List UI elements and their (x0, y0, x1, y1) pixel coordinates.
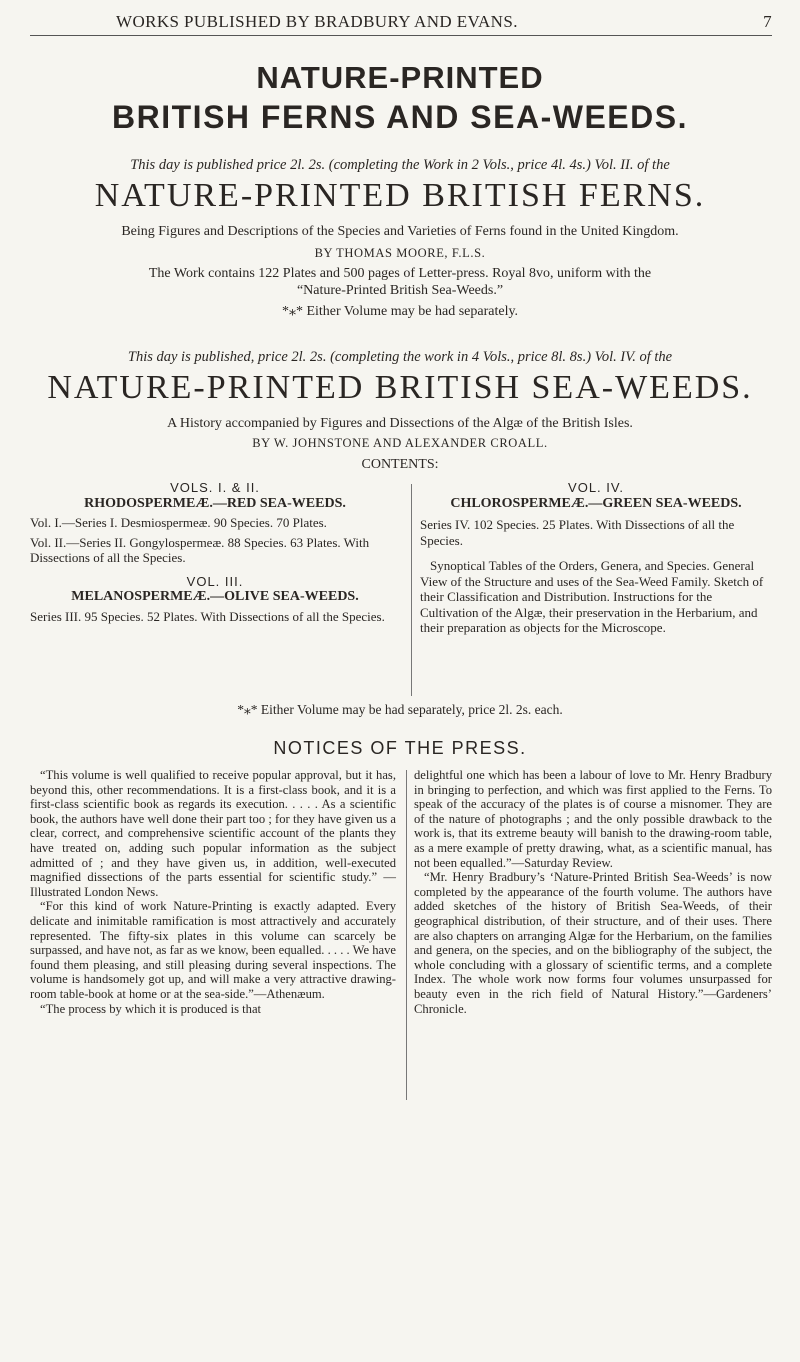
seaweeds-description: A History accompanied by Figures and Dissections of the Algæ of the British Isles. (167, 416, 633, 431)
seaweeds-announcement: This day is published, price 2l. 2s. (completing the work in 4 Vols., price 8l. 8s.) Vol. IV. of the (127, 349, 673, 365)
page-number: 7 (763, 12, 772, 31)
review-continued: “The process by which it is produced is that (40, 1001, 262, 1016)
main-title-line1: NATURE-PRINTED (256, 60, 544, 95)
header-title: WORKS PUBLISHED BY BRADBURY AND EVANS. (116, 12, 518, 31)
review-gardeners-chronicle: “Mr. Henry Bradbury’s ‘Nature-Printed British Sea-Weeds’ is now completed by the appearance of the fourth volume. The authors have added sketches of the history of British Sea-Weeds, of their geographical distribution, of their structure, and of their uses. There are also chapters on arranging Algæ for the Herbarium, on the families and genera, on the species, and on the bibliography of the subject, the whole concluding with a glossary of scientific terms, and a complete Index. The whole work now forms four volumes unsurpassed for beauty even in the rich field of Natural History.”—Gardeners’ Chronicle. (414, 870, 772, 1016)
melanospermeae-heading: MELANOSPERMEÆ.—OLIVE SEA-WEEDS. (71, 589, 359, 604)
seaweeds-title: NATURE-PRINTED BRITISH SEA-WEEDS. (47, 369, 753, 406)
ferns-announcement: This day is published price 2l. 2s. (completing the Work in 2 Vols., price 4l. 4s.) Vol. II. of the (130, 157, 670, 173)
series4-entry: Series IV. 102 Species. 25 Plates. With Dissections of all the Species. (420, 517, 735, 548)
vol1-entry: Vol. I.—Series I. Desmiospermeæ. 90 Species. 70 Plates. (30, 515, 327, 530)
ferns-details: The Work contains 122 Plates and 500 pages of Letter-press. Royal 8vo, uniform with the (148, 266, 652, 281)
vols-1-2-heading: VOLS. I. & II. (170, 480, 260, 495)
notices-heading: NOTICES OF THE PRESS. (273, 738, 527, 758)
notices-right-column (414, 768, 772, 1016)
synoptical-entry: Synoptical Tables of the Orders, Genera, and Species. General View of the Structure and uses of the Sea-Weed Family. Sketch of their Classification and Distribution. Instructions for the Cultivation of the Algæ, their preservation in the Herbarium, and their preparation as objects for the Microscope. (420, 558, 764, 635)
contents-right-column (420, 480, 772, 636)
rhodospermeae-heading: RHODOSPERMEÆ.—RED SEA-WEEDS. (84, 495, 346, 511)
chlorospermeae-heading: CHLOROSPERMEÆ.—GREEN SEA-WEEDS. (450, 495, 742, 511)
ferns-title: NATURE-PRINTED BRITISH FERNS. (94, 177, 706, 214)
review-saturday-review: delightful one which has been a labour of love to Mr. Henry Bradbury in bringing to perfection, and which was first applied to the Ferns. To speak of the accuracy of the plates is of course a misnomer. They are of the nature of photographs ; and the only possible drawback to the work is, that its extreme beauty will banish to the drawing-room table, as a mere example of pretty drawing, what, as a scientific manual, has not been equalled.”—Saturday Review. (414, 768, 772, 870)
series3-entry: Series III. 95 Species. 52 Plates. With Dissections of all the Species. (30, 608, 385, 624)
ferns-details-2: “Nature-Printed British Sea-Weeds.” (296, 283, 504, 298)
ferns-author: BY THOMAS MOORE, F.L.S. (314, 246, 486, 260)
running-header (30, 6, 772, 36)
seaweeds-author: BY W. JOHNSTONE AND ALEXANDER CROALL. (252, 436, 548, 450)
ferns-description: Being Figures and Descriptions of the Species and Varieties of Ferns found in the United Kingdom. (121, 224, 679, 239)
vol2-entry: Vol. II.—Series II. Gongylospermeæ. 88 Species. 63 Plates. With Dissections of all the Species. (30, 534, 370, 565)
contents-label: CONTENTS: (361, 457, 439, 472)
main-title-line2: BRITISH FERNS AND SEA-WEEDS. (112, 99, 688, 135)
vol3-heading: VOL. III. (186, 573, 244, 589)
review-athenaeum: “For this kind of work Nature-Printing is exactly adapted. Every delicate and inimitable ramification is most attractively and accurately represented. The fifty-six plates in this volume can scarcely be surpassed, and have not, as far as we know, been equalled. . . . . We have found them pleasing, and still pleasing during several inspections. The volume is handsomely got up, and will make a very attractive drawing-room table-book at home or at the sea-side.”—Athenæum. (30, 899, 396, 1001)
notices-left-column (30, 768, 396, 1016)
column-divider (411, 484, 412, 696)
ferns-note: *⁎* Either Volume may be had separately. (281, 304, 519, 319)
review-illustrated-london-news: “This volume is well qualified to receive popular approval, but it has, beyond this, other recommendations. It is a first-class book, and it is a first-class scientific book as regards its execution. . . . . As a scientific book, the authors have well done their part too ; for they have given us a clear, correct, and comprehensive scientific account of the plants they have treated on, adding such popular information as the subject admitted of ; and they have given us, in addition, well-executed magnified dissections of the parts essential for scientific study.” —Illustrated London News. (30, 768, 396, 899)
vol4-heading: VOL. IV. (568, 480, 624, 495)
seaweeds-note: *⁎* Either Volume may be had separately, price 2l. 2s. each. (237, 702, 563, 717)
notices-divider (406, 770, 407, 1100)
contents-left-column (30, 480, 400, 624)
